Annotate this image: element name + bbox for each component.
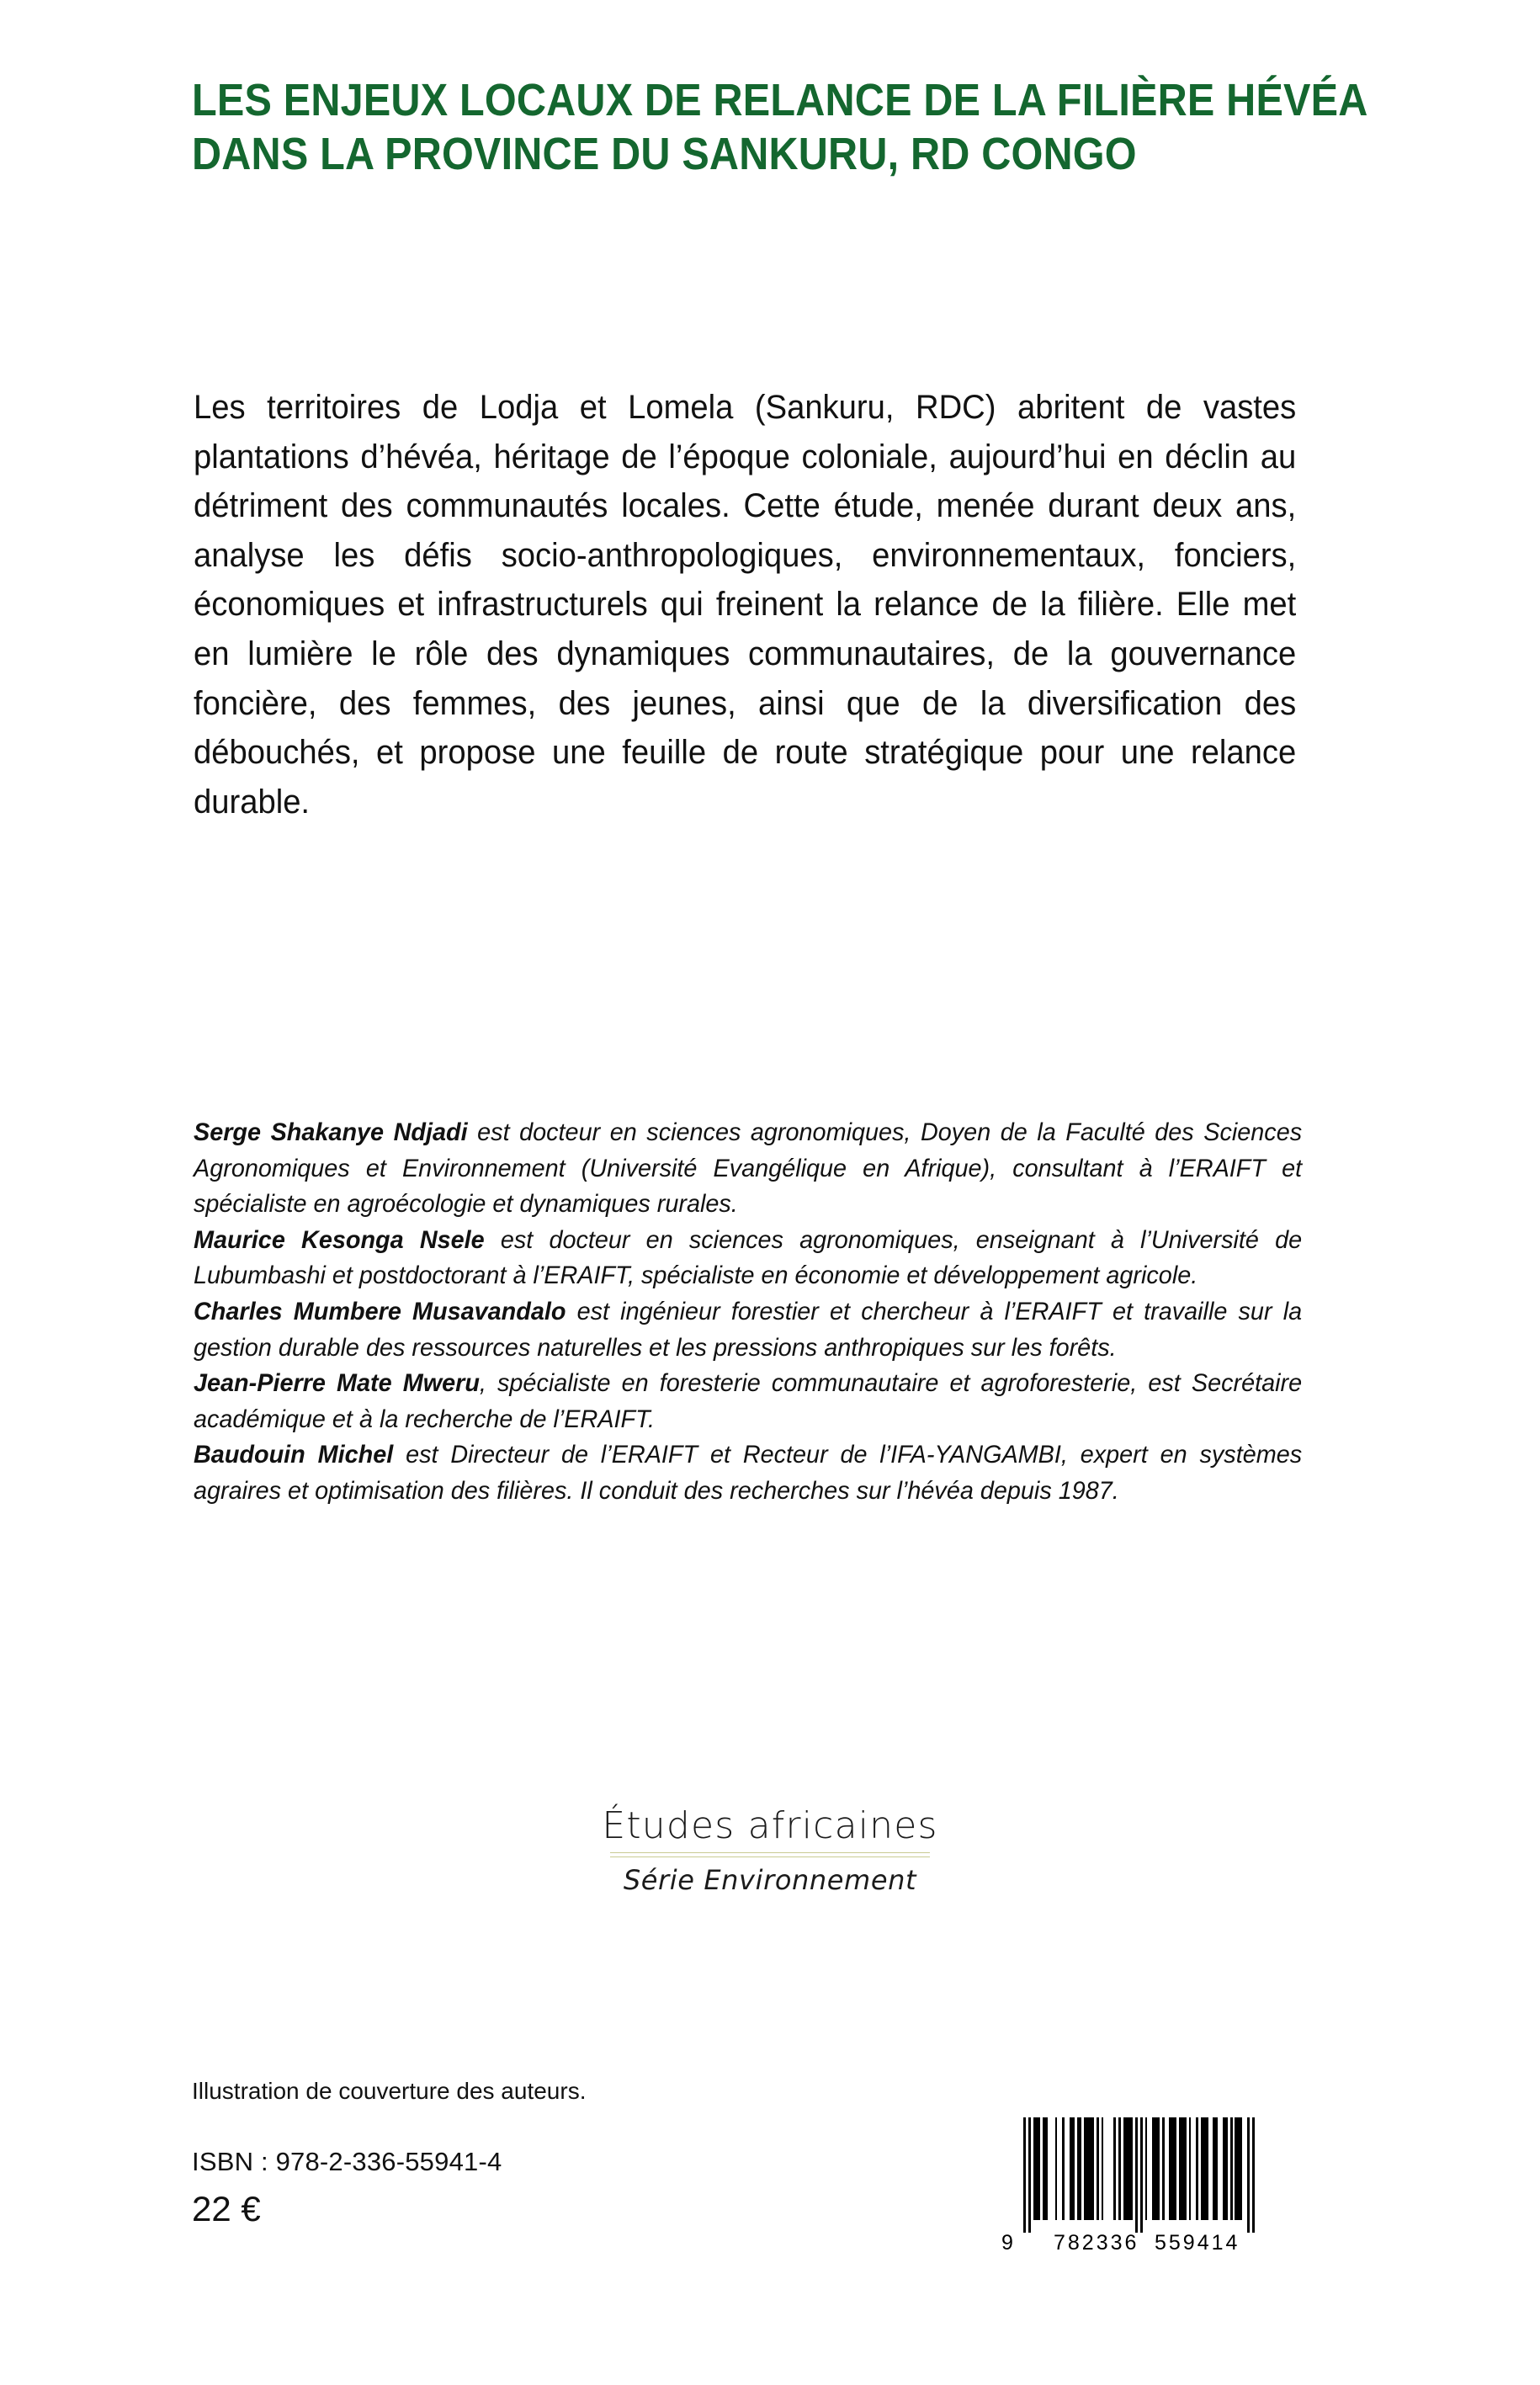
cover-footer xyxy=(192,2077,949,2229)
author-name: Jean-Pierre Mate Mweru xyxy=(194,1369,480,1398)
bio-item xyxy=(194,1294,1302,1366)
price-text: 22 € xyxy=(192,2188,261,2228)
author-bios xyxy=(194,1115,1302,1510)
collection-subtitle: Série Environnement xyxy=(623,1864,917,1896)
barcode-right-group: 559414 xyxy=(1155,2231,1240,2255)
barcode-left-group: 782336 xyxy=(1054,2231,1139,2255)
author-name: Maurice Kesonga Nsele xyxy=(194,1225,485,1254)
book-blurb xyxy=(194,383,1296,826)
collection-divider xyxy=(610,1852,929,1857)
author-description: est docteur en sciences agronomiques, Doyen de la Faculté des Sciences Agronomiques et Environnement (Université Evangélique en Afrique), consultant à l’ERAIFT et spécialiste en agroécologie et dynamiques rurales. xyxy=(194,1118,1303,1219)
collection-logo-inner xyxy=(598,1804,941,1896)
book-title xyxy=(192,74,1488,181)
author-name: Baudouin Michel xyxy=(194,1441,394,1469)
author-description: , spécialiste en foresterie communautaire et agroforesterie, est Secrétaire académique et à la recherche de l’ERAIFT. xyxy=(194,1369,1303,1433)
author-name: Serge Shakanye Ndjadi xyxy=(194,1118,468,1146)
author-description: est docteur en sciences agronomiques, enseignant à l’Université de Lubumbashi et postdoctorant à l’ERAIFT, spécialiste en économie et développement agricole. xyxy=(194,1225,1303,1290)
author-description: est Directeur de l’ERAIFT et Recteur de l’IFA-YANGAMBI, expert en systèmes agraires et optimisation des filières. Il conduit des recherches sur l’hévéa depuis 1987. xyxy=(194,1441,1303,1505)
blurb-paragraph: Les territoires de Lodja et Lomela (Sankuru, RDC) abritent de vastes plantations d’hévéa, héritage de l’époque coloniale, aujourd’hui en déclin au détriment des communautés locales. Cette étude, menée durant deux ans, analyse les défis socio-anthropologiques, environnementaux, fonciers, économiques et infrastructurels qui freinent la relance de la filière. Elle met en lumière le rôle des dynamiques communautaires, de la gouvernance foncière, des femmes, des jeunes, ainsi que de la diversification des débouchés, et propose une feuille de route stratégique pour une relance durable. xyxy=(194,389,1297,821)
cover-credit: Illustration de couverture des auteurs. xyxy=(192,2078,587,2104)
collection-logo xyxy=(0,1804,1540,1896)
isbn-text: ISBN : 978-2-336-55941-4 xyxy=(192,2146,502,2176)
barcode-lead-digit: 9 xyxy=(1001,2231,1013,2255)
bio-item xyxy=(194,1115,1302,1223)
bio-item xyxy=(194,1366,1302,1437)
barcode-digits xyxy=(1001,2231,1255,2260)
author-description: est ingénieur forestier et chercheur à l’ERAIFT et travaille sur la gestion durable des ressources naturelles et les pressions anthropiques sur les forêts. xyxy=(194,1297,1303,1362)
author-name: Charles Mumbere Musavandalo xyxy=(194,1297,566,1325)
barcode-bars xyxy=(1023,2117,1255,2233)
title-line-2: DANS LA PROVINCE DU SANKURU, RD CONGO xyxy=(192,128,1137,179)
title-line-1: LES ENJEUX LOCAUX DE RELANCE DE LA FILIÈRE HÉVÉA xyxy=(192,75,1368,125)
collection-title: Études africaines xyxy=(602,1804,938,1847)
ean13-barcode xyxy=(1001,2117,1255,2260)
bio-item xyxy=(194,1437,1302,1509)
bio-item xyxy=(194,1223,1302,1294)
